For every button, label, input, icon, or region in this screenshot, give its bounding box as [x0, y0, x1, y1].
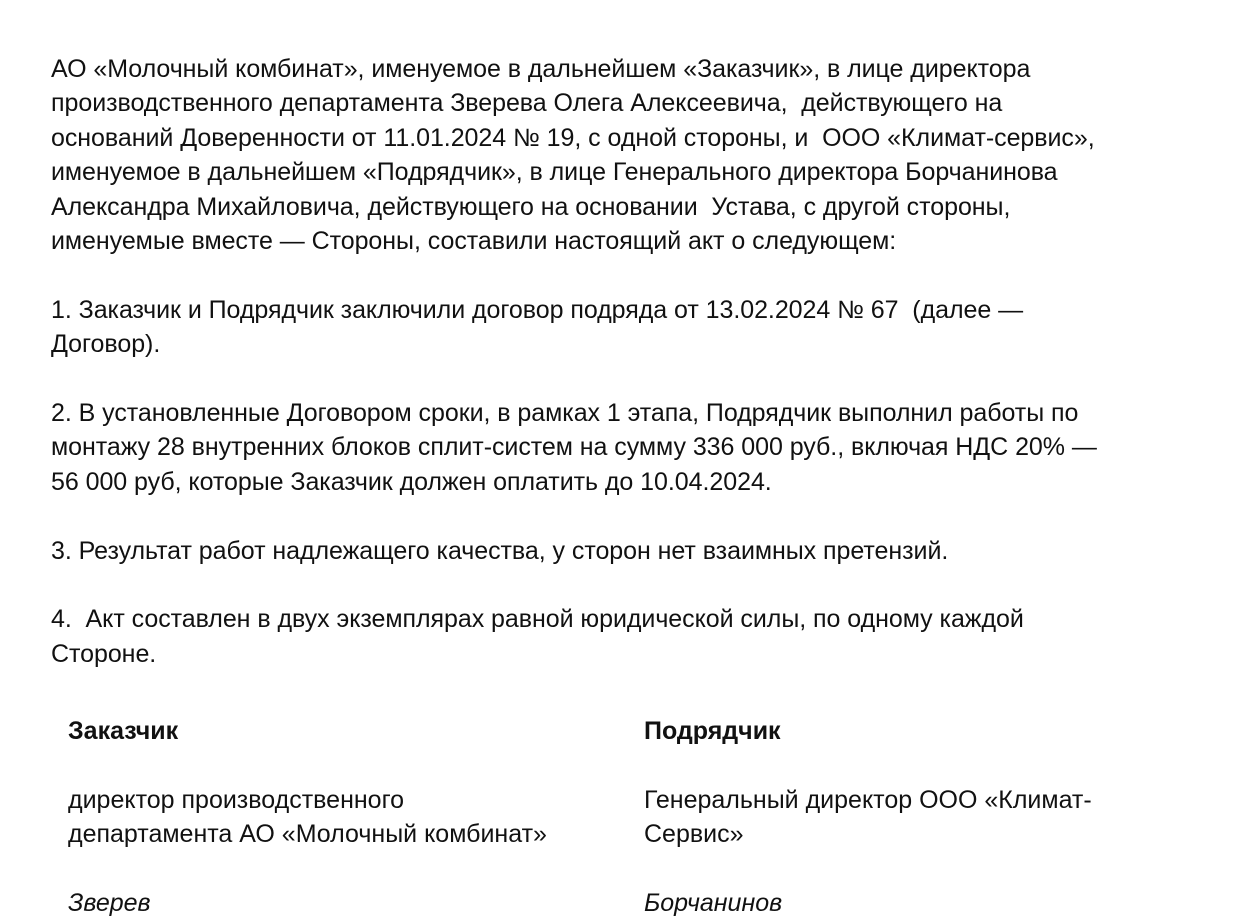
clause-1-paragraph: 1. Заказчик и Подрядчик заключили договор подряда от 13.02.2024 № 67 (далее — Договор). — [51, 295, 1024, 359]
clause-4-paragraph: 4. Акт составлен в двух экземплярах равной юридической силы, по одному каждой Стороне. — [51, 605, 1024, 668]
contractor-signatory-title: Генеральный директор ООО «Климат- Сервис» — [644, 785, 1092, 849]
clause-2-paragraph: 2. В установленные Договором сроки, в рамках 1 этапа, Подрядчик выполнил работы по монтажу 28 внутренних блоков сплит-систем на сумму 336 000 руб., включая НДС 20% — 56 000 руб, которые Заказчик должен оплатить до 10.04.2024. — [51, 399, 1097, 496]
act-body — [51, 52, 1231, 706]
contractor-signatory-name: Борчанинов — [644, 888, 783, 917]
customer-signatory-name: Зверев — [68, 888, 151, 917]
customer-signature-column — [68, 714, 628, 920]
preamble-paragraph: АО «Молочный комбинат», именуемое в дальнейшем «Заказчик», в лице директора производственного департамента Зверева Олега Алексеевича, действующего на оснований Доверенности от 11.01.2024 № 19, с одной стороны, и ООО «Климат-сервис», именуемое в дальнейшем «Подрядчик», в лице Генерального директора Борчанинова Александра Михайловича, действующего на основании Устава, с другой стороны, именуемые вместе — Стороны, составили настоящий акт о следующем: — [51, 55, 1095, 256]
contractor-heading: Подрядчик — [644, 717, 781, 745]
contractor-signature-column — [644, 714, 1204, 920]
clause-3-paragraph: 3. Результат работ надлежащего качества, у сторон нет взаимных претензий. — [51, 536, 949, 565]
customer-signatory-title: директор производственного департамента АО «Молочный комбинат» — [68, 785, 547, 849]
customer-heading: Заказчик — [68, 717, 179, 745]
